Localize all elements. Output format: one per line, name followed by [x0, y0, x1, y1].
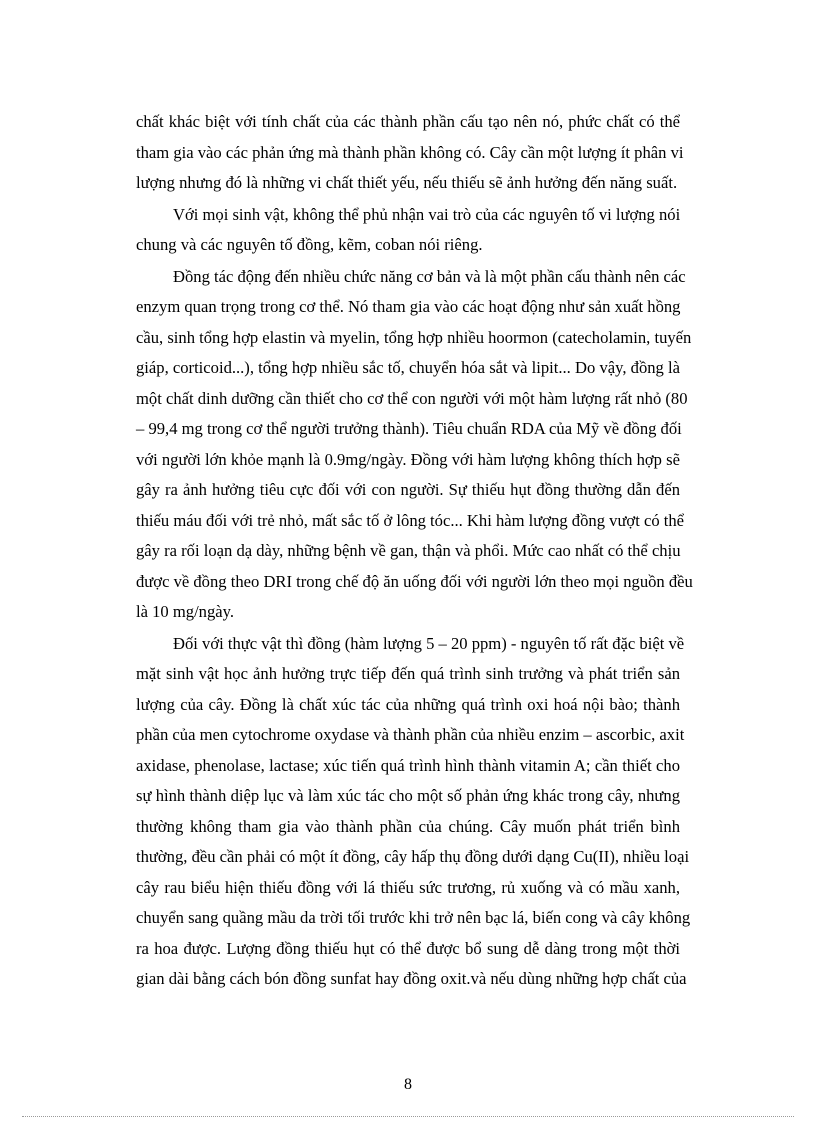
- paragraph: [136, 107, 684, 199]
- text-line: Đối với thực vật thì đồng (hàm lượng 5 – 20 ppm) - nguyên tố rất đặc biệt về: [173, 633, 685, 653]
- text-line: chuyển sang quầng mầu da trời tối trước khi trở nên bạc lá, biến cong và cây không: [136, 908, 691, 927]
- text-line: lượng nhưng đó là những vi chất thiết yếu, nếu thiếu sẽ ảnh hưởng đến năng suất.: [136, 173, 678, 192]
- text-line: phần của men cytochrome oxydase và thành phần của nhiều enzim – ascorbic, axit: [136, 725, 685, 744]
- text-line: enzym quan trọng trong cơ thể. Nó tham gia vào các hoạt động như sản xuất hồng: [136, 297, 681, 316]
- text-line: chất khác biệt với tính chất của các thành phần cấu tạo nên nó, phức chất có thể: [136, 112, 680, 131]
- text-line: một chất dinh dưỡng cần thiết cho cơ thể con người với một hàm lượng rất nhỏ (80: [136, 388, 688, 408]
- text-line: sự hình thành diệp lục và làm xúc tác cho một số phản ứng khác trong cây, nhưng: [136, 786, 680, 805]
- text-line: – 99,4 mg trong cơ thể người trưởng thành). Tiêu chuẩn RDA của Mỹ về đồng đối: [136, 419, 682, 438]
- text-line: gian dài bằng cách bón đồng sunfat hay đồng oxit.và nếu dùng những hợp chất của: [136, 969, 687, 988]
- text-line: axidase, phenolase, lactase; xúc tiến quá trình hình thành vitamin A; cần thiết cho: [136, 755, 680, 775]
- text-line: ra hoa được. Lượng đồng thiếu hụt có thể được bổ sung dễ dàng trong một thời: [136, 938, 680, 958]
- text-line: thường, đều cần phải có một ít đồng, cây hấp thụ đồng dưới dạng Cu(II), nhiều loại: [136, 847, 690, 866]
- text-line: với người lớn khỏe mạnh là 0.9mg/ngày. Đồng với hàm lượng không thích hợp sẽ: [136, 449, 680, 469]
- text-line: là 10 mg/ngày.: [136, 602, 235, 621]
- text-line: Đồng tác động đến nhiều chức năng cơ bản và là một phần cấu thành nên các: [173, 266, 686, 286]
- text-line: lượng của cây. Đồng là chất xúc tác của những quá trình oxi hoá nội bào; thành: [136, 694, 680, 714]
- text-line: giáp, corticoid...), tổng hợp nhiều sắc tố, chuyển hóa sắt và lipit... Do vậy, đồng là: [136, 358, 680, 377]
- text-line: cây rau biểu hiện thiếu đồng với lá thiếu sức trương, rủ xuống và có mầu xanh,: [136, 877, 680, 897]
- body-text: [136, 107, 693, 995]
- text-line: tham gia vào các phản ứng mà thành phần không có. Cây cần một lượng ít phân vi: [136, 142, 684, 162]
- page-number: 8: [404, 1076, 412, 1093]
- text-line: chung và các nguyên tố đồng, kẽm, coban nói riêng.: [136, 235, 483, 254]
- text-line: mặt sinh vật học ảnh hưởng trực tiếp đến quá trình sinh trưởng và phát triển sản: [136, 664, 680, 683]
- paragraph: [136, 629, 691, 995]
- text-line: gây ra ảnh hưởng tiêu cực đối với con người. Sự thiếu hụt đồng thường dẫn đến: [136, 480, 680, 499]
- paragraph: [136, 262, 693, 628]
- text-line: được về đồng theo DRI trong chế độ ăn uống đối với người lớn theo mọi nguồn đều: [136, 571, 693, 591]
- text-line: cầu, sinh tổng hợp elastin và myelin, tổng hợp nhiều hoormon (catecholamin, tuyến: [136, 327, 692, 347]
- text-line: thường không tham gia vào thành phần của chúng. Cây muốn phát triển bình: [136, 816, 680, 836]
- text-line: Với mọi sinh vật, không thể phủ nhận vai trò của các nguyên tố vi lượng nói: [173, 204, 681, 224]
- page-bottom-divider: [22, 1116, 794, 1117]
- text-line: thiếu máu đối với trẻ nhỏ, mất sắc tố ở lông tóc... Khi hàm lượng đồng vượt có thể: [136, 510, 685, 530]
- paragraph: [136, 200, 680, 261]
- text-line: gây ra rối loạn dạ dày, những bệnh về gan, thận và phổi. Mức cao nhất có thể chịu: [136, 541, 681, 560]
